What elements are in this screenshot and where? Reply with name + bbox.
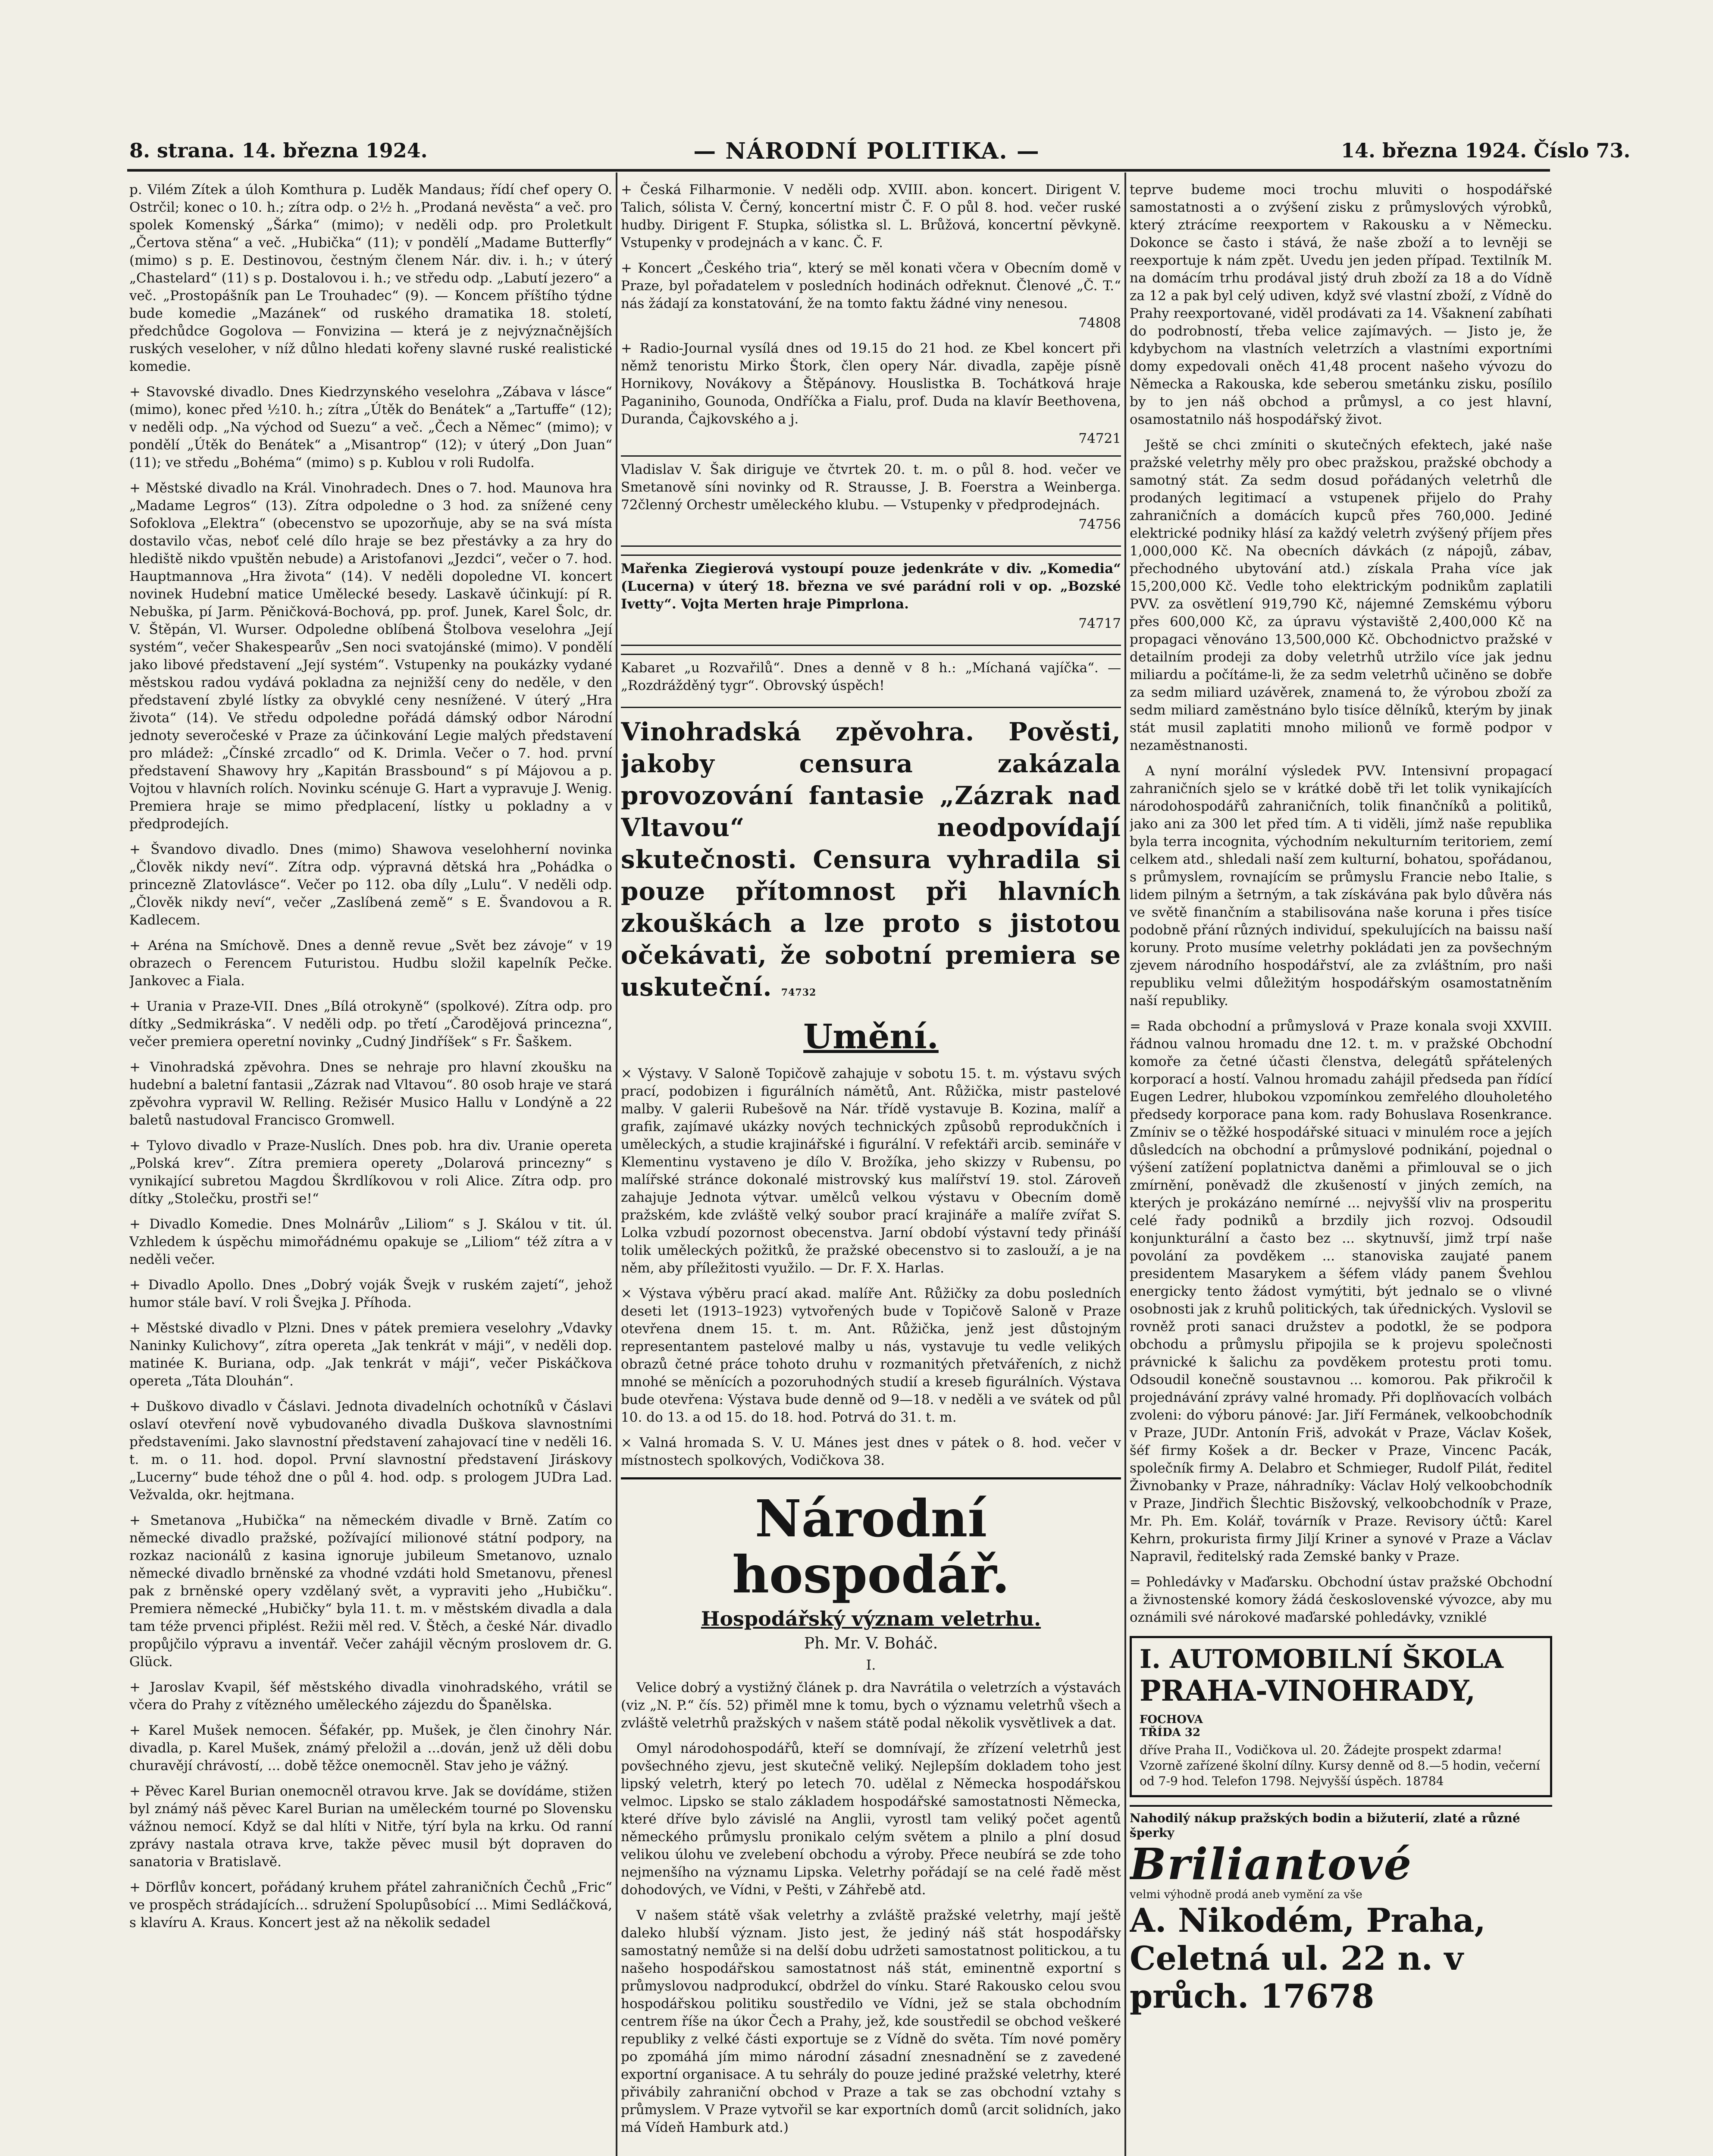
news-item: + Dörflův koncert, pořádaný kruhem přátel zahraničních Čechů „Fric“ ve prospěch strádajících... sdružení Spolupůsobící ... Mimi Sedláčková, s klavíru A. Kraus. Koncert jest až na několik sedadel — [129, 1880, 612, 1930]
news-item: = Pohledávky v Maďarsku. Obchodní ústav pražské Obchodní a živnostenské komory žádá československé vývozce, aby mu oznámili své nárokové maďarské pohledávky, vzniklé — [1130, 1574, 1552, 1625]
column-theatre-news — [129, 181, 612, 2156]
advert-details: dříve Praha II., Vodičkova ul. 20. Žádejte prospekt zdarma! Vzorně zařízené školní dílny. Kursy denně od 8.—5 hodin, večerní od 7-9 hod. Telefon 1798. Nejvyšší úspěch. 18784 — [1140, 1743, 1540, 1788]
advert-number: 74756 — [1078, 517, 1121, 532]
article-paragraph: teprve budeme moci trochu mluviti o hospodářské samostatnosti a o zvýšení zisku z průmyslových výrobků, který ztrácíme reexportem v Rakousku a v Německu. Dokonce se často i stává, že naše zboží a to levněji se reexportuje k nám zpět. Uvedu jen jeden případ. Textilník M. na domácím trhu prodával jistý druh zboží za 18 a do Vídně za 12 a pak byl celý udiven, když své vlastní zboží, z Vídně do Prahy reexportované, viděl prodávati za 14. Všaknení zabíhati do podrobností, třeba velice zajímavých. — Jisto je, že kdybychom na vlastních veletrzích a vlastními exportními domy expedovali oněch 41,48 procent našeho vývozu do Německa a Rakouska, kde seberou smetánku zisku, posílilo by to jen náš obchod a průmysl, a co jest hlavní, osamostatnilo náš hospodářský život. — [1130, 182, 1552, 427]
jeweller-advert — [1130, 1805, 1552, 2015]
advert-city: PRAHA-VINOHRADY, — [1140, 1674, 1475, 1708]
article-paragraph: Omyl národohospodářů, kteří se domnívají, že zřízení veletrhů jest povšechného zjevu, jest skutečně veliký. Nejlepším dokladem toho jest lipský veletrh, který po letech 70. udělal z Německa hospodářskou velmoc. Lipsko se stalo základem hospodářské samostatnosti Německa, které dříve bylo závislé na Anglii, vyrostl tam veliký počet agentů německého průmyslu pronikalo celým světem a plnilo a plní dosud velikou úlohu ve zvelebení obchodu a výroby. Přece neubírá se zde toho nejmenšího na významu Lipska. Veletrhy pořádají se na celé řadě měst dohodových, ve Vídni, v Pešti, v Záhřebě atd. — [621, 1741, 1121, 1898]
news-item: + Stavovské divadlo. Dnes Kiedrzynského veselohra „Zábava v lásce“ (mimo), konec před ½10. h.; zítra „Útěk do Benátek“ a „Tartuffe“ (12); v neděli odp. „Na východ od Suezu“ a več. „Čech a Němec“ (mimo); v pondělí „Útěk do Benátek“ a „Misantrop“ (12); v úterý „Don Juan“ (11); ve středu „Bohéma“ (mimo) s p. Kublou v roli Rudolfa. — [129, 384, 612, 470]
column-separator — [1124, 172, 1126, 2156]
news-item: = Rada obchodní a průmyslová v Praze konala svoji XXVIII. řádnou valnou hromadu dne 12. t. m. v pražské Obchodní komoře za četné účasti členstva, delegátů spřátelených korporací a hostí. Valnou hromadu zahájil předseda pan řídící Eugen Ledrer, hlubokou vzpomínkou zemřelého dlouholetého předsedy korporace pana kom. rady Bohuslava Rosenkrance. Zmíniv se o těžké hospodářské situaci v minulém roce a jejích důsledcích na obchodní a průmyslové podnikání, pojednal o výšení zatížení poplatnictva daněmi a přimlouval se o jich zmírnění, poněvadž dle zkušeností v jiných zemích, na kterých je prokázáno nemírné ... nejvyšší vliv na prosperitu celé řady podniků a brzdily jich rozvoj. Odsoudil konjunkturální a často bez ... skytnuvší, jimž trpí naše povolání za povděkem ... stanoviska zaujaté panem presidentem Masarykem a šéfem vlády panem Švehlou energicky tento žádost vymýtiti, být jednalo se o vlivné osobnosti jak z kruhů politických, tak úřednických. Vyslovil se rovněž proti sanaci družstev a podotkl, že se podpora obchodu a průmyslu připojila se k projevu společnosti právnické k šalichu za povděkem protestu proti tomu. Odsoudil konečně soustavnou ... komorou. Pak přikročil k projednávání zprávy valné hromady. Při doplňovacích volbách zvoleni: do výboru pánové: Jar. Jiří Fermánek, velkoobchodník v Praze, JUDr. Antonín Friš, advokát v Praze, Václav Košek, šéf firmy Košek a dr. Becker v Praze, Vincenc Pacák, společník firmy A. Delabro et Schmieger, Rudolf Pilát, ředitel Živnobanky v Praze, náhradníky: Václav Holý velkoobchodník v Praze, Jindřich Šlechtic Bisžovský, velkoobchodník v Praze, Mr. Ph. Em. Kolář, továrník v Praze. Revisory účtů: Karel Kehrn, prokurista firmy Jiljí Kriner a synové v Praze a Václav Napravil, ředitelský rada Zemské banky v Praze. — [1130, 1018, 1552, 1564]
advert-location — [1140, 1674, 1542, 1740]
art-item: × Valná hromada S. V. U. Mánes jest dnes v pátek o 8. hod. večer v místnostech spolkových, Vodičkova 38. — [621, 1435, 1121, 1468]
advert-merchant: A. Nikodém, Praha, Celetná ul. 22 n. v průch. 17678 — [1130, 1901, 1486, 2015]
article-part-number: I. — [866, 1657, 876, 1673]
concert-item: + Česká Filharmonie. V neděli odp. XVIII. abon. koncert. Dirigent V. Talich, sólista V. Černý, koncertní mistr Č. F. O půl 8. hod. večer ruské hudby. Dirigent F. Stupka, sólistka sl. L. Brůžová, koncertní pěvkyně. Vstupenky v prodejnách a v kanc. Č. F. — [621, 182, 1121, 251]
news-item: + Švandovo divadlo. Dnes (mimo) Shawova veselohherní novinka „Člověk nikdy neví“. Zítra odp. výpravná dětská hra „Pohádka o princezně Zlatovlásce“. Večer po 112. oba díly „Lulu“. V neděli odp. „Člověk nikdy neví“, večer „Zaslíbená země“ s E. Švandovou a R. Kadlecem. — [129, 842, 612, 928]
news-item: p. Vilém Zítek a úloh Komthura p. Luděk Mandaus; řídí chef opery O. Ostrčil; konec o 10. h.; zítra odp. o 2½ h. „Prodaná nevěsta“ a več. pro spolek Komenský „Šárka“ (mimo); v neděli odp. pro Proletkult „Čertova stěna“ a več. „Hubička“ (11); v pondělí „Madame Butterfly“ (mimo) s p. E. Destinovou, čestným členem Nár. div. i. h.; v úterý „Chastelard“ (11) s p. Dostalovou i. h.; ve středu odp. „Labutí jezero“ a več. „Prostopášník pan Le Trouhadec“ (9). — Koncem příštího týdne bude komedie „Mazánek“ od ruského dramatika 18. století, předchůdce Gogolova — Fonvizina — která je z nejvýznačnějších ruských veseloher, v níž důlno hledati kořeny slavné ruské realistické komedie. — [129, 182, 612, 374]
concert-advert-box — [621, 455, 1121, 547]
advert-text: Mařenka Ziegierová vystoupí pouze jedenkráte v div. „Komedia“ (Lucerna) v úterý 18. března ve své parádní roli v op. „Bozské Ivetty“. Vojta Merten hraje Pimprlona. — [621, 561, 1121, 612]
advert-number: 74717 — [1078, 616, 1121, 631]
news-item: + Divadlo Apollo. Dnes „Dobrý voják Švejk v ruském zajetí“, jehož humor stále baví. V roli Švejka J. Příhoda. — [129, 1277, 612, 1310]
news-item: + Karel Mušek nemocen. Šéfakér, pp. Mušek, je člen činohry Nár. divadla, p. Karel Mušek, známý přeložil a ...dován, jenž už děli dobu churavějí chrávostí, ... době těžce onemocněl. Stav jeho je vážný. — [129, 1723, 612, 1774]
news-item: + Vinohradská zpěvohra. Dnes se nehraje pro hlavní zkoušku na hudební a baletní fantasii „Zázrak nad Vltavou“. 80 osob hraje ve stará zpěvohra vypravil W. Relling. Režisér Musico Hallu v Londýně a 22 baletů nastudoval Francisco Gromwell. — [129, 1059, 612, 1128]
art-item: × Výstava výběru prací akad. malíře Ant. Růžičky za dobu posledních deseti let (1913–1923) vytvořených bude v Topičově Saloně v Praze otevřena dnem 15. t. m. Ant. Růžička, jenž jest důstojným representantem pastelové malby u nás, vystavuje tu vedle velikých obrazů četné práce tohoto druhu v rozmanitých přetvářeních, z nichž mnohé se měnících a pozoruhodných studií a kreseb figurálních. Výstava bude otevřena: Výstava bude denně od 9—18. v neděli a ve svátek od půl 10. do 13. a od 15. do 18. hod. Potrvá do 31. t. m. — [621, 1286, 1121, 1425]
section-divider — [621, 1477, 1121, 1479]
masthead-title: — NÁRODNÍ POLITIKA. — — [693, 138, 1040, 164]
advert-heading: I. AUTOMOBILNÍ ŠKOLA — [1140, 1644, 1503, 1674]
notice-number: 74732 — [781, 987, 817, 998]
cabaret-advert-box — [621, 654, 1121, 708]
column-economy-continued — [1130, 181, 1552, 2156]
news-item: + Smetanova „Hubička“ na německém divadle v Brně. Zatím co německé divadlo pražské, požívající milionové státní podpory, na rozkaz nacionálů z kasina ignoruje jubileum Smetanovo, uznalo německé divadlo brněnské za vhodné vzdáti hold Smetanovu, přenesl pak z brněnské opery vzdělaný svět, a vypraviti jeho „Hubičku“. Premiera německé „Hubičky“ byla 11. t. m. v městském divadla a dala tam téže prvenci připlést. Režii měl red. V. Štěch, a české Nár. divadlo propůjčilo výpravu a inventář. Večer zahájil věcným proslovem dr. G. Glück. — [129, 1513, 612, 1670]
art-item: × Výstavy. V Saloně Topičově zahajuje v sobotu 15. t. m. výstavu svých prací, podobizen i figurálních námětů, Ant. Růžička, mistr pastelové malby. V galerii Rubešově na Nár. třídě vystavuje B. Kozina, malíř a grafik, zajímavé ukázky nových technických způsobů reprodukčních i uměleckých, a studie krajinářské i figurální. V refektáři arcib. semináře v Klementinu vystaveno je dílo V. Brožíka, jeho skizzy v Rubensu, po malířské stránce dokonalé mistrovský kus malířství 19. stol. Zároveň zahajuje Jednota výtvar. umělců velkou výstavu v Obecním domě pražském, kde zvláště velký soubor prací krajináře a malíře zvířat S. Lolka vzbudí pozornost obecenstva. Jarní období výstavní tedy přináší tolik uměleckých požitků, že pražské obecenstvo si to zaslouží, a je na něm, aby příležitosti využilo. — Dr. F. X. Harlas. — [621, 1066, 1121, 1276]
advert-intro: Nahodilý nákup pražských bodin a bižuterií, zlaté a různé šperky — [1130, 1811, 1520, 1840]
news-item: + Urania v Praze-VII. Dnes „Bílá otrokyně“ (spolkové). Zítra odp. pro dítky „Sedmikráska“. V neděli odp. po třetí „Čarodějová princezna“, večer premiera operetní novinky „Cudný Jindříšek“ s Fr. Šaškem. — [129, 999, 612, 1050]
news-item: + Městské divadlo v Plzni. Dnes v pátek premiera veselohry „Vdavky Naninky Kulichovy“, zítra opereta „Jak tenkrát v máji“, v neděli dop. matinée K. Buriana, odp. „Jak tenkrát v máji“, večer Piskáčkova opereta „Táta Dlouhán“. — [129, 1320, 612, 1389]
issue-date-number: 14. března 1924. Číslo 73. — [1341, 139, 1631, 162]
article-author: Ph. Mr. V. Boháč. — [804, 1635, 938, 1652]
advert-text: Kabaret „u Rozvařilů“. Dnes a denně v 8 h.: „Míchaná vajíčka“. — „Rozdrážděný tygr“. Obrovský úspěch! — [621, 660, 1121, 693]
radio-item: + Radio-Journal vysílá dnes od 19.15 do 21 hod. ze Kbel koncert při němž tenoristu Mirko Štork, člen opery Nár. divadla, zapěje písně Hornikovy, Novákovy a Štěpánovy. Houslistka B. Tochátková hraje Paganiniho, Gounoda, Ondříčka a Fialu, prof. Duda na klavír Beethovena, Duranda, Čajkovského a j. — [621, 341, 1121, 427]
article-title: Hospodářský význam veletrhu. — [701, 1607, 1041, 1630]
vinohrady-opera-notice — [621, 716, 1121, 1009]
column-separator — [616, 172, 617, 2156]
driving-school-advert — [1130, 1636, 1552, 1797]
article-paragraph: Ještě se chci zmíniti o skutečných efektech, jaké naše pražské veletrhy měly pro obec pražskou, pražské obchody a samotný stát. Za sedm dosud pořádaných veletrhů dle prodaných legitimací a vstupenek přijelo do Prahy zahraničních a domácích kupců přes 760,000. Jediné elektrické podniky hlásí za každý veletrh zvýšený příjem přes 1,000,000 Kč. Na obecních dávkách (z nápojů, zábav, přechodného ubytování atd.) získala Praha více jak 15,200,000 Kč. Vedle toho elektrickým podnikům zaplatili PVV. za osvětlení 919,790 Kč, nájemné Zemskému výboru přes 600,000 Kč, za úpravu výstaviště 2,400,000 Kč na propagaci věnováno 13,500,000 Kč. Obchodnictvo pražské v detailním prodeji za doby veletrhů utržilo více jak jednu miliardu a počítáme-li, že za sedm veletrhů učiněno se dobře za sedm miliard uzávěrek, znamená to, že výrobou zboží za sedm miliard zaměstnáno bylo tisíce dělníků, kterým by jinak stát musil zaplatiti mnoho milionů ve formě podpor v nezaměstnanosti. — [1130, 437, 1552, 753]
notice-text: Vinohradská zpěvohra. Pověsti, jakoby censura zakázala provozování fantasie „Zázrak nad Vltavou“ neodpovídají skutečnosti. Censura vyhradila si pouze přítomnost při hlavních zkouškách a lze proto s jistotou očekávati, že sobotní premiera se uskuteční. — [621, 717, 1121, 1002]
article-paragraph: V našem státě však veletrhy a zvláště pražské veletrhy, mají ještě daleko hlubší význam. Jisto jest, že jediný náš stát hospodářsky samostatný nemůže si na delší dobu udržeti samostatnost politickou, a tu našeho hospodářskou samostatnost náš stát, eminentně exportní s průmyslovou nadprodukcí, obdržel do vínku. Staré Rakousko celou svou hospodářskou politiku soustředilo ve Vídni, jež se stala obchodním centrem říše na úkor Čech a Prahy, jež, kde soustředil se obchod veškeré republiky z velké části exportuje se z Vídně do světa. Tím nové poměry po zpomáhá jím mimo národní zásadní znesnadnění se z zavedené exportní organisace. A tu sehrály do pouze jediné pražské veletrhy, které přivábily zahraniční obchod v Praze a tak se zas obchodní vztahy s průmyslem. V Praze vytvořil se kar exportních domů (arcit solidních, jako má Vídeň Hamburk atd.) — [621, 1908, 1121, 2135]
opera-advert-box — [621, 555, 1121, 646]
news-item: + Jaroslav Kvapil, šéf městského divadla vinohradského, vrátil se včera do Prahy z vítězného uměleckého zájezdu do Španělska. — [129, 1680, 612, 1713]
page-number-date: 8. strana. 14. března 1924. — [129, 139, 428, 162]
page-header — [0, 0, 1713, 181]
section-title-economy: Národní hospodář. — [732, 1489, 1010, 1604]
advert-address: FOCHOVA TŘÍDA 32 — [1140, 1713, 1203, 1739]
news-item: + Divadlo Komedie. Dnes Molnárův „Liliom“ s J. Skálou v tit. úl. Vzhledem k úspěchu mimořádnému opakuje se „Liliom“ též zítra a v neděli večer. — [129, 1216, 612, 1267]
news-item: + Městské divadlo na Král. Vinohradech. Dnes o 7. hod. Maunova hra „Madame Legros“ (13). Zítra odpoledne o 3 hod. za snížené ceny Sofoklova „Elektra“ (obecenstvo se upozorňuje, aby se na svá místa dostavilo včas, neboť celé dílo hraje se bez přestávky a za hry do hlediště nikdo vpuštěn nebude) a Aristofanovi „Jezdci“, večer o 7. hod. Hauptmannova „Hra života“ (14). V neděli dopoledne VI. koncert novinek Hudební matice Umělecké besedy. Laskavě účinkují: pí R. Nebuška, pí Jarm. Pěničková-Bochová, pp. prof. Junek, Karel Šolc, dr. V. Štěpán, Vl. Wurser. Odpoledne oblíbená Štolbova veselohra „Její systém“, večer Shakespearův „Sen noci svatojánské (mimo). V pondělí jako libové představení „Její systém“. Vstupenky na poukázky vydané městskou radou vydává pokladna za nejnižší ceny do neděle, v den představení zbylé lístky za obvyklé ceny nesnížené. V úterý „Hra života“ (14). Ve středu odpoledne pořádá dámský odbor Národní jednoty severočeské v Praze za účinkování Legie malých představení pro mládež: „Čínské zrcadlo“ od K. Drimla. Večer o 7. hod. první představení Shawovy hry „Kapitán Brassbound“ s pí Májovou a p. Vojtou v hlavních rolích. Novinku scénuje G. Hart a vypravuje J. Wenig. Premiera hraje se mimo předplacení, lístky u pokladny a v předprodejích. — [129, 480, 612, 832]
news-item: + Aréna na Smíchově. Dnes a denně revue „Svět bez závoje“ v 19 obrazech o Ferencem Futuristou. Hudbu složil kapelník Pečke. Jankovec a Fiala. — [129, 938, 612, 989]
concert-item: + Koncert „Českého tria“, který se měl konati včera v Obecním domě v Praze, byl pořadatelem v posledních hodinách odřeknut. Členové „Č. T.“ nás žádají za konstatování, že na tomto faktu žádné viny nenesou. — [621, 260, 1121, 311]
news-item: + Tylovo divadlo v Praze-Nuslích. Dnes pob. hra div. Uranie opereta „Polská krev“. Zítra premiera operety „Dolarová princezny“ s vynikající subretou Magdou Škrdlíkovou v roli Alice. Zítra odp. pro dítky „Stolečku, prostři se!“ — [129, 1138, 612, 1206]
advert-heading: Briliantové — [1130, 1839, 1413, 1890]
header-rule — [127, 169, 1550, 172]
item-number: 74721 — [1078, 431, 1121, 446]
column-music-art-economy — [621, 181, 1121, 2156]
article-paragraph: Velice dobrý a vystižný článek p. dra Navrátila o veletrzích a výstavách (viz „N. P.“ čís. 52) přiměl mne k tomu, bych o významu veletrhů všech a zvláště veletrhů pražských v našem státě podal několik vysvětlivek a dat. — [621, 1680, 1121, 1731]
advert-text: Vladislav V. Šak diriguje ve čtvrtek 20. t. m. o půl 8. hod. večer ve Smetanově síni novinky od R. Strausse, J. B. Foerstra a Weinberga. 72členný Orchestr uměleckého klubu. — Vstupenky v předprodejnách. — [621, 462, 1121, 513]
article-paragraph: A nyní morální výsledek PVV. Intensivní propagací zahraničních sjelo se v krátké době tři let tolik vynikajících národohospodářů zahraničních, tolik finančníků a politiků, jako ani za 300 let před tím. A ti viděli, jímž naše republika byla terra incognita, východním nekulturním teritoriem, zemí celkem atd., shledali naší zem kulturní, bohatou, spořádanou, s průmyslem, rovnajícím se průmyslu Francie nebo Italie, s lidem pilným a šetrným, a tak získávána pak bylo důvěra nás ve světě finančním a stabilisována naše koruna i přes tisíce podobně přání různých individuí, spekulujících na baissu naší koruny. Proto musíme veletrhy pokládati jen za povšechným zjevem národního hospodářství, ale za zvláštním, pro naši republiku velmi důležitým hospodářským osamostatněním naší republiky. — [1130, 763, 1552, 1009]
advert-details: velmi výhodně prodá aneb vymění za vše — [1130, 1888, 1362, 1901]
news-item: + Pěvec Karel Burian onemocněl otravou krve. Jak se dovídáme, stižen byl známý náš pěvec Karel Burian na uměleckém tourné po Slovensku vážnou nemocí. Když se dal hlíti v Nitře, týrí byla na krku. Od ranní zprávy nastala otrava krve, takže pěvec musil být dopraven do sanatoria v Bratislavě. — [129, 1783, 612, 1870]
news-item: + Duškovo divadlo v Čáslavi. Jednota divadelních ochotníků v Čáslavi oslaví otevření nově vybudovaného divadla Duškova slavnostními představeními. Jako slavnostní představení zahajovací tine v neděli 16. t. m. o 11. hod. dopol. První slavnostní představení Jiráskovy „Lucerny“ bude téhož dne o půl 4. hod. odp. s prologem JUDra Lad. Vežvalda, okr. hejtmana. — [129, 1399, 612, 1503]
section-title-art: Umění. — [803, 1017, 939, 1056]
item-number: 74808 — [1078, 315, 1121, 331]
